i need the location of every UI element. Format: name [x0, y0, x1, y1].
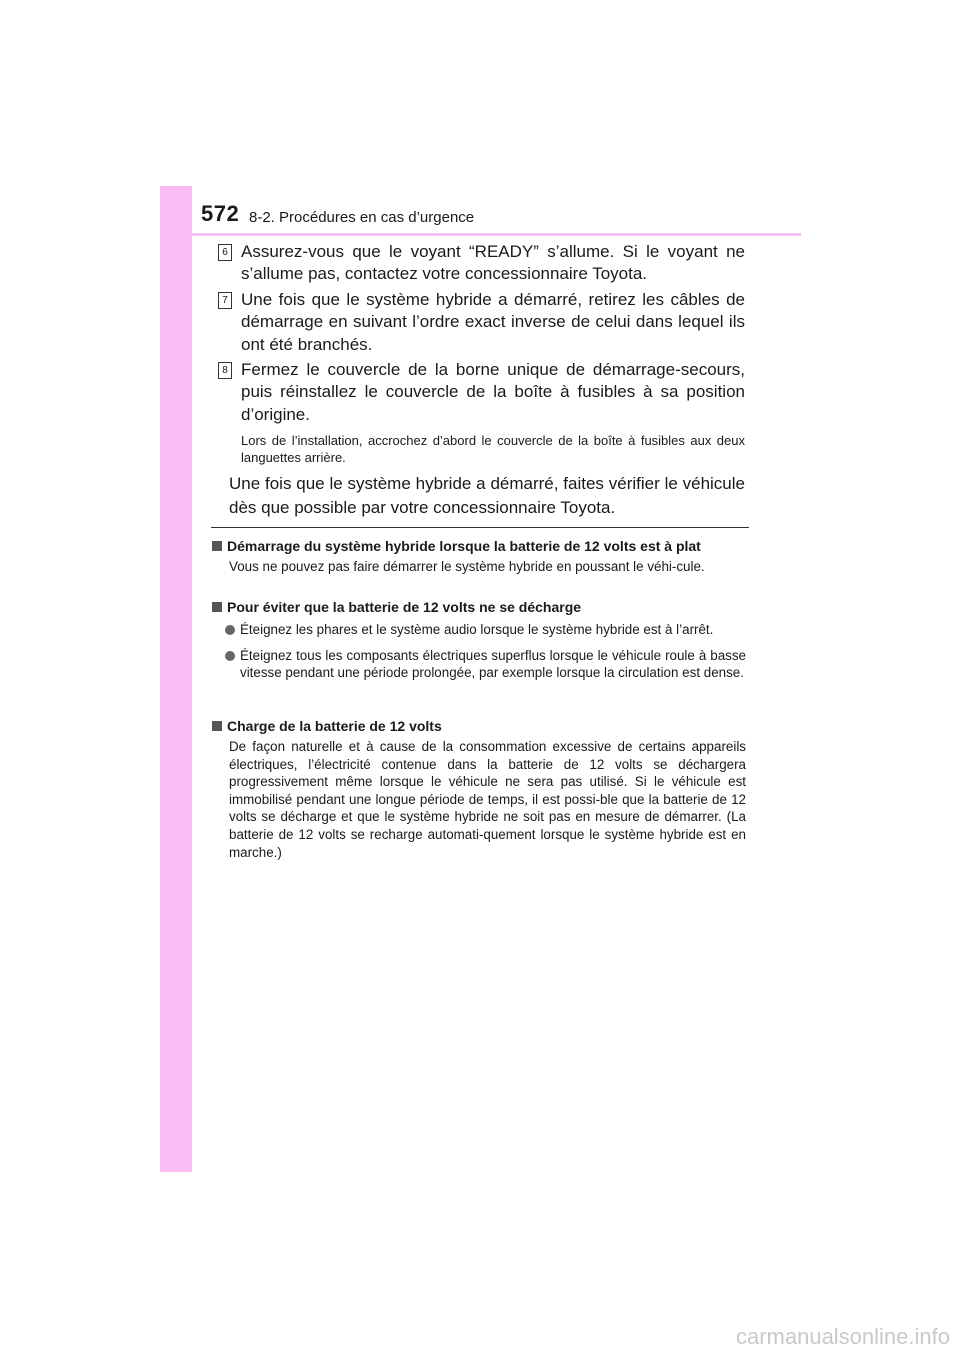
info-topic	[212, 717, 746, 861]
step-text: Une fois que le système hybride a démarré, retirez les câbles de démarrage en suivant l’ordre exact inverse de celui dans lequel ils ont été branchés.	[241, 290, 745, 354]
header-rule	[192, 233, 801, 236]
step-number-badge: 6	[218, 244, 232, 261]
bullet-item	[212, 621, 746, 639]
topic-heading-text: Démarrage du système hybride lorsque la batterie de 12 volts est à plat	[227, 538, 701, 554]
step-note: Lors de l’installation, accrochez d’abord le couvercle de la boîte à fusibles aux deux languettes arrière.	[241, 433, 745, 465]
square-bullet-icon	[212, 721, 222, 731]
topic-heading	[212, 717, 746, 735]
step-text: Fermez le couvercle de la borne unique de démarrage-secours, puis réinstallez le couvercle de la boîte à fusibles à sa position d’origine.	[241, 360, 745, 424]
chapter-color-tab	[160, 186, 192, 1172]
bullet-text: Éteignez tous les composants électriques superflus lorsque le véhicule roule à basse vitesse pendant une période prolongée, par exemple lorsque la circulation est dense.	[240, 647, 746, 681]
round-bullet-icon	[225, 625, 235, 635]
topic-heading	[212, 537, 746, 555]
step-number-badge: 7	[218, 292, 232, 309]
square-bullet-icon	[212, 602, 222, 612]
topic-heading-text: Charge de la batterie de 12 volts	[227, 718, 442, 734]
bullet-item	[212, 647, 746, 682]
info-topic	[212, 598, 746, 682]
topic-heading-text: Pour éviter que la batterie de 12 volts ne se décharge	[227, 599, 582, 615]
section-title: 8-2. Procédures en cas d’urgence	[249, 209, 475, 226]
topic-heading	[212, 598, 746, 616]
bullet-text: Éteignez les phares et le système audio lorsque le système hybride est à l’arrêt.	[240, 622, 714, 637]
page-number: 572	[201, 201, 240, 226]
info-topic	[212, 537, 746, 576]
round-bullet-icon	[225, 651, 235, 661]
site-watermark: carmanualsonline.info	[735, 1324, 950, 1349]
topic-body: De façon naturelle et à cause de la consommation excessive de certains appareils électriques, l’électricité contenue dans la batterie de 12 volts se déchargera progressivement même lorsque le véhicule ne sera pas utilisé. Si le véhicule est immobilisé pendant une longue période de temps, il est possi-ble que la batterie de 12 volts se décharge et que le système hybride ne soit pas en mesure de démarrer. (La batterie de 12 volts se recharge automati-quement lorsque le système hybride est en marche.)	[229, 739, 746, 860]
square-bullet-icon	[212, 541, 222, 551]
closing-paragraph: Une fois que le système hybride a démarré, faites vérifier le véhicule dès que possible par votre concessionnaire Toyota.	[229, 474, 745, 517]
section-divider	[211, 527, 749, 528]
topic-body: Vous ne pouvez pas faire démarrer le système hybride en poussant le véhi-cule.	[229, 559, 705, 574]
step-text: Assurez-vous que le voyant “READY” s’allume. Si le voyant ne s’allume pas, contactez votre concessionnaire Toyota.	[241, 242, 745, 284]
step-number-badge: 8	[218, 362, 232, 379]
